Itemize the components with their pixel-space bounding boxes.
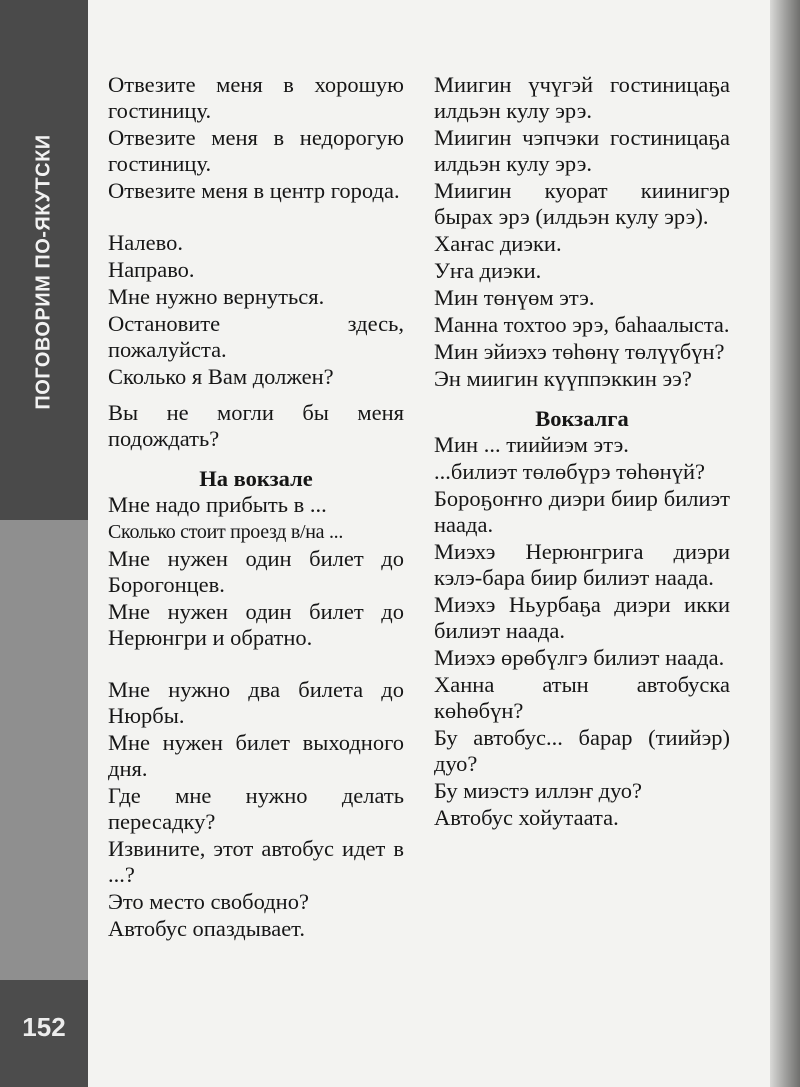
phrase-sakha: Миэхэ Ньурбаҕа диэри икки билиэт наада. xyxy=(434,592,730,643)
phrase-ru: Где мне нужно делать пересадку? xyxy=(108,783,404,834)
section-sidebar xyxy=(0,0,88,1087)
phrase-sakha: Бу автобус... барар (тиийэр) дуо? xyxy=(434,725,730,776)
phrase-ru: Отвезите меня в хорошую гостиницу. xyxy=(108,72,404,123)
phrase-ru: Мне нужен один билет до Нерюнгри и обратно. xyxy=(108,599,404,650)
phrase-ru: Мне нужно вернуться. xyxy=(108,284,325,309)
phrase-sakha: Манна тохтоо эрэ, баһаалыста. xyxy=(434,312,730,337)
phrase-sakha: ...билиэт төлөбүрэ төһөнүй? xyxy=(434,459,705,484)
phrase-ru: Направо. xyxy=(108,257,195,282)
phrase-sakha: Уҥа диэки. xyxy=(434,258,542,283)
phrase-ru: Это место свободно? xyxy=(108,889,309,914)
page-number: 152 xyxy=(22,1012,66,1042)
section-title: ПОГОВОРИМ ПО-ЯКУТСКИ xyxy=(32,134,55,410)
phrase-ru: Налево. xyxy=(108,230,183,255)
phrase-ru: Вы не могли бы меня подождать? xyxy=(108,400,404,451)
yakut-column xyxy=(434,72,730,831)
phrase-sakha: Мин ... тиийиэм этэ. xyxy=(434,432,629,457)
phrase-ru: Мне нужен билет выходного дня. xyxy=(108,730,404,781)
phrase-ru: Мне нужен один билет до Борогонцев. xyxy=(108,546,404,597)
phrase-sakha: Миигин чэпчэки гостиницаҕа илдьэн кулу эрэ. xyxy=(434,125,730,176)
section-heading-ru: На вокзале xyxy=(199,466,313,491)
phrase-ru: Отвезите меня в недорогую гостиницу. xyxy=(108,125,404,176)
phrase-sakha: Ханна атын автобуска көһөбүн? xyxy=(434,672,730,723)
phrase-sakha: Миигин үчүгэй гостиницаҕа илдьэн кулу эрэ. xyxy=(434,72,730,123)
phrase-ru: Мне надо прибыть в ... xyxy=(108,492,327,517)
phrase-ru: Мне нужно два билета до Нюрбы. xyxy=(108,677,404,728)
phrase-sakha: Бороҕоҥҥо диэри биир билиэт наада. xyxy=(434,486,730,537)
phrase-sakha: Миэхэ Нерюнгрига диэри кэлэ-бара биир билиэт наада. xyxy=(434,539,730,590)
page-gutter-shadow xyxy=(770,0,800,1087)
phrase-ru: Отвезите меня в центр города. xyxy=(108,178,400,203)
phrase-sakha: Мин эйиэхэ төһөнү төлүүбүн? xyxy=(434,339,725,364)
phrase-sakha: Автобус хойутаата. xyxy=(434,805,619,830)
sidebar-light-band xyxy=(0,520,88,980)
phrase-ru: Остановите здесь, пожалуйста. xyxy=(108,311,404,362)
phrase-sakha: Бу миэстэ иллэҥ дуо? xyxy=(434,778,643,803)
section-heading-sakha: Вокзалга xyxy=(535,406,629,431)
phrase-ru: Сколько стоит проезд в/на ... xyxy=(108,521,344,543)
phrase-ru: Сколько я Вам должен? xyxy=(108,364,334,389)
phrase-ru: Извините, этот автобус идет в ...? xyxy=(108,836,404,887)
phrase-ru: Автобус опаздывает. xyxy=(108,916,305,941)
phrase-sakha: Хаҥас диэки. xyxy=(434,231,562,256)
phrase-sakha: Миигин куорат киинигэр бырах эрэ (илдьэн кулу эрэ). xyxy=(434,178,730,229)
phrase-sakha: Миэхэ өрөбүлгэ билиэт наада. xyxy=(434,645,725,670)
russian-column xyxy=(108,72,404,942)
phrase-sakha: Мин төнүөм этэ. xyxy=(434,285,595,310)
phrase-sakha: Эн миигин күүппэккин ээ? xyxy=(434,366,692,391)
